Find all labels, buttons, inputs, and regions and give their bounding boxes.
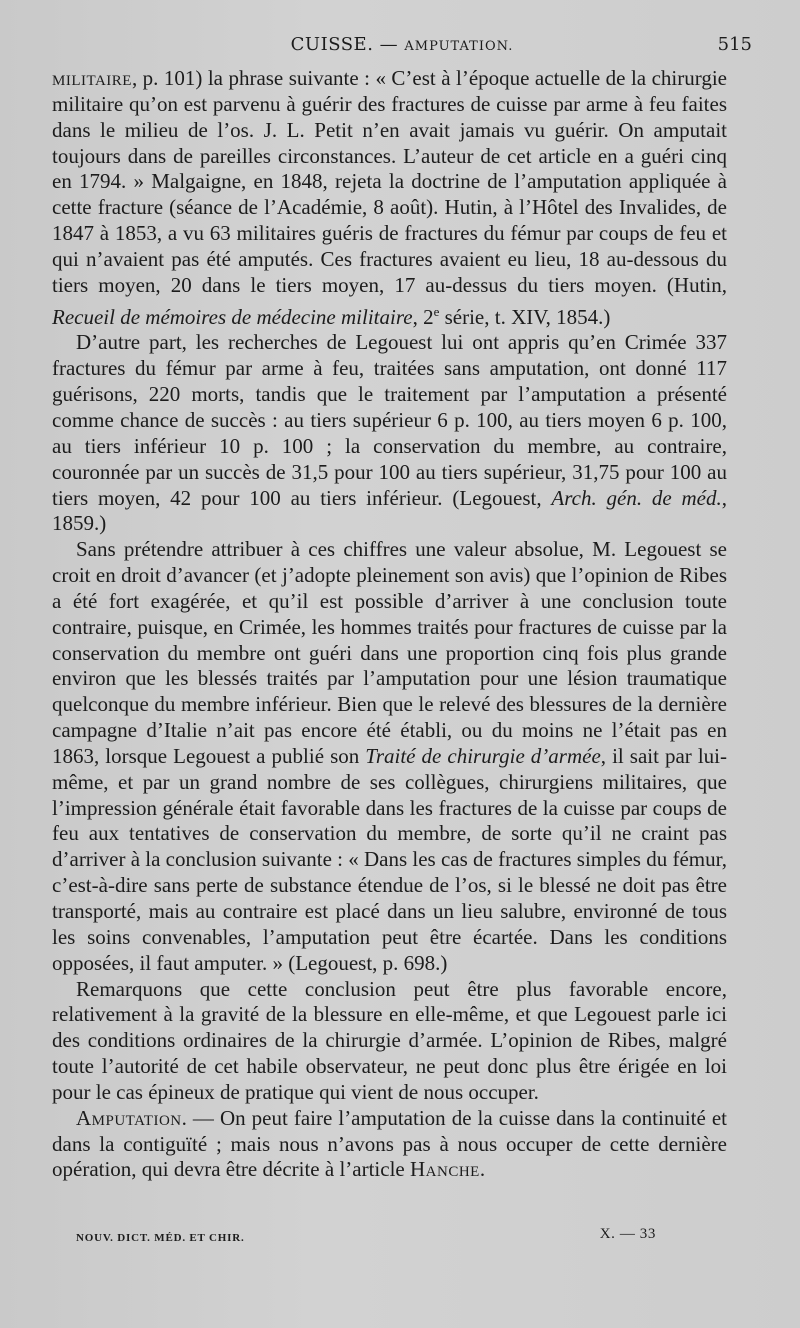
paragraph-1-ref-sup: e bbox=[433, 303, 440, 319]
running-title-sub: AMPUTATION. bbox=[404, 39, 514, 54]
paragraph-1-ref-end: série, t. XIV, 1854.) bbox=[439, 304, 611, 329]
paragraph-1 bbox=[52, 66, 727, 330]
paragraph-3-reference: Traité de chirurgie d’armée bbox=[365, 743, 601, 768]
paragraph-4-text: Remarquons que cette conclusion peut être plus favorable encore, relativement à la gravité de la blessure en elle-même, et que Legouest parle ici des conditions ordinaires de la chirurgie d’armée. L’opinion de Ribes, malgré toute l’autorité de cet habile observateur, ne peut donc plus être érigée en loi pour le cas épineux de pratique qui vient de nous occuper. bbox=[52, 976, 727, 1104]
paragraph-3-text-2: , il sait par lui-même, et par un grand nombre de ses collègues, chirurgiens militaires, que l’impression générale était favorable dans les fractures de la cuisse par coups de feu aux tentatives de conservation du membre, de sorte qu’il ne craint pas d’arriver à la conclusion suivante : « Dans les cas de fractures simples du fémur, c’est-à-dire sans perte de substance étendue de l’os, si le blessé ne doit pas être transporté, mais au contraire est placé dans un lieu salubre, environné de tous les soins convenables, l’amputation peut être écartée. Dans les conditions opposées, il faut amputer. » (Legouest, p. 698.) bbox=[52, 743, 728, 975]
paragraph-2-ref-end: , 1859.) bbox=[52, 485, 727, 536]
paragraph-5-end: . bbox=[479, 1157, 486, 1182]
paragraph-2-reference: Arch. gén. de méd. bbox=[551, 485, 722, 510]
paragraph-1-lead: militaire bbox=[52, 66, 132, 90]
paragraph-4 bbox=[52, 977, 727, 1106]
paragraph-1-text: , p. 101) la phrase suivante : « C’est à l’époque actuelle de la chirurgie militaire qu’on est parvenu à guérir des fractures de cuisse par arme à feu faites dans le milieu de l’os. J. L. Petit n’en avait jamais vu guérir. On amputait toujours dans de pareilles circonstances. L’auteur de cet article en a guéri cinq en 1794. » Malgaigne, en 1848, rejeta la doctrine de l’amputation appliquée à cette fracture (séance de l’Académie, 8 août). Hutin, à l’Hôtel des Invalides, de 1847 à 1853, a vu 63 militaires guéris de fractures du fémur par coups de feu et qui n’avaient pas été amputés. Ces fractures avaient eu lieu, 18 au-dessous du tiers moyen, 20 dans le tiers moyen, 17 au-dessus du tiers moyen. (Hutin, bbox=[52, 66, 727, 297]
running-title-main: CUISSE. — bbox=[290, 34, 399, 55]
running-header bbox=[52, 34, 752, 60]
paragraph-1-reference: Recueil de mémoires de médecine militaire bbox=[52, 304, 413, 329]
paragraph-5-reference: Hanche bbox=[409, 1157, 480, 1182]
paragraph-5-text: . — On peut faire l’amputation de la cuisse dans la continuité et dans la contiguïté ; mais nous n’avons pas à nous occuper de cette dernière opération, qui devra être décrite à l’article bbox=[52, 1105, 727, 1182]
paragraph-2 bbox=[52, 330, 727, 537]
footer-signature: NOUV. DICT. MÉD. ET CHIR. bbox=[76, 1232, 245, 1244]
paragraph-2-text: D’autre part, les recherches de Legouest lui ont appris qu’en Crimée 337 fractures du fémur par arme à feu, traitées sans amputation, ont donné 117 guérisons, 220 morts, tandis que le traitement par l’amputation a présenté comme chance de succès : au tiers supérieur 6 p. 100, au tiers moyen 6 p. 100, au tiers inférieur 10 p. 100 ; la conservation du membre, au contraire, couronnée par un succès de 31,5 pour 100 au tiers supérieur, 31,75 pour 100 au tiers moyen, 42 pour 100 au tiers inférieur. (Legouest, bbox=[52, 330, 727, 510]
paragraph-5 bbox=[52, 1106, 727, 1184]
paragraph-3 bbox=[52, 537, 727, 976]
footer-volume-sheet: X. — 33 bbox=[599, 1226, 656, 1242]
paragraph-3-text: Sans prétendre attribuer à ces chiffres une valeur absolue, M. Legouest se croit en droit d’avancer (et j’adopte pleinement son avis) que l’opinion de Ribes a été fort exagérée, et qu’il est possible d’arriver à une conclusion toute contraire, puisque, en Crimée, les hommes traités pour fractures de cuisse par la conservation du membre ont guéri dans une proportion cinq fois plus grande environ que les blessés traités par l’amputation pour une lésion traumatique quelconque du membre inférieur. Bien que le relevé des blessures de la dernière campagne d’Italie n’ait pas encore été établi, ou du moins ne l’était pas en 1863, lorsque Legouest a publié son bbox=[52, 537, 727, 768]
paragraph-1-ref-tail: , 2 bbox=[412, 304, 434, 329]
running-title bbox=[52, 34, 752, 55]
paragraph-5-lead: Amputation bbox=[76, 1105, 182, 1130]
body-text bbox=[52, 66, 727, 1183]
page-number: 515 bbox=[717, 34, 752, 55]
page-footer bbox=[76, 1224, 656, 1246]
